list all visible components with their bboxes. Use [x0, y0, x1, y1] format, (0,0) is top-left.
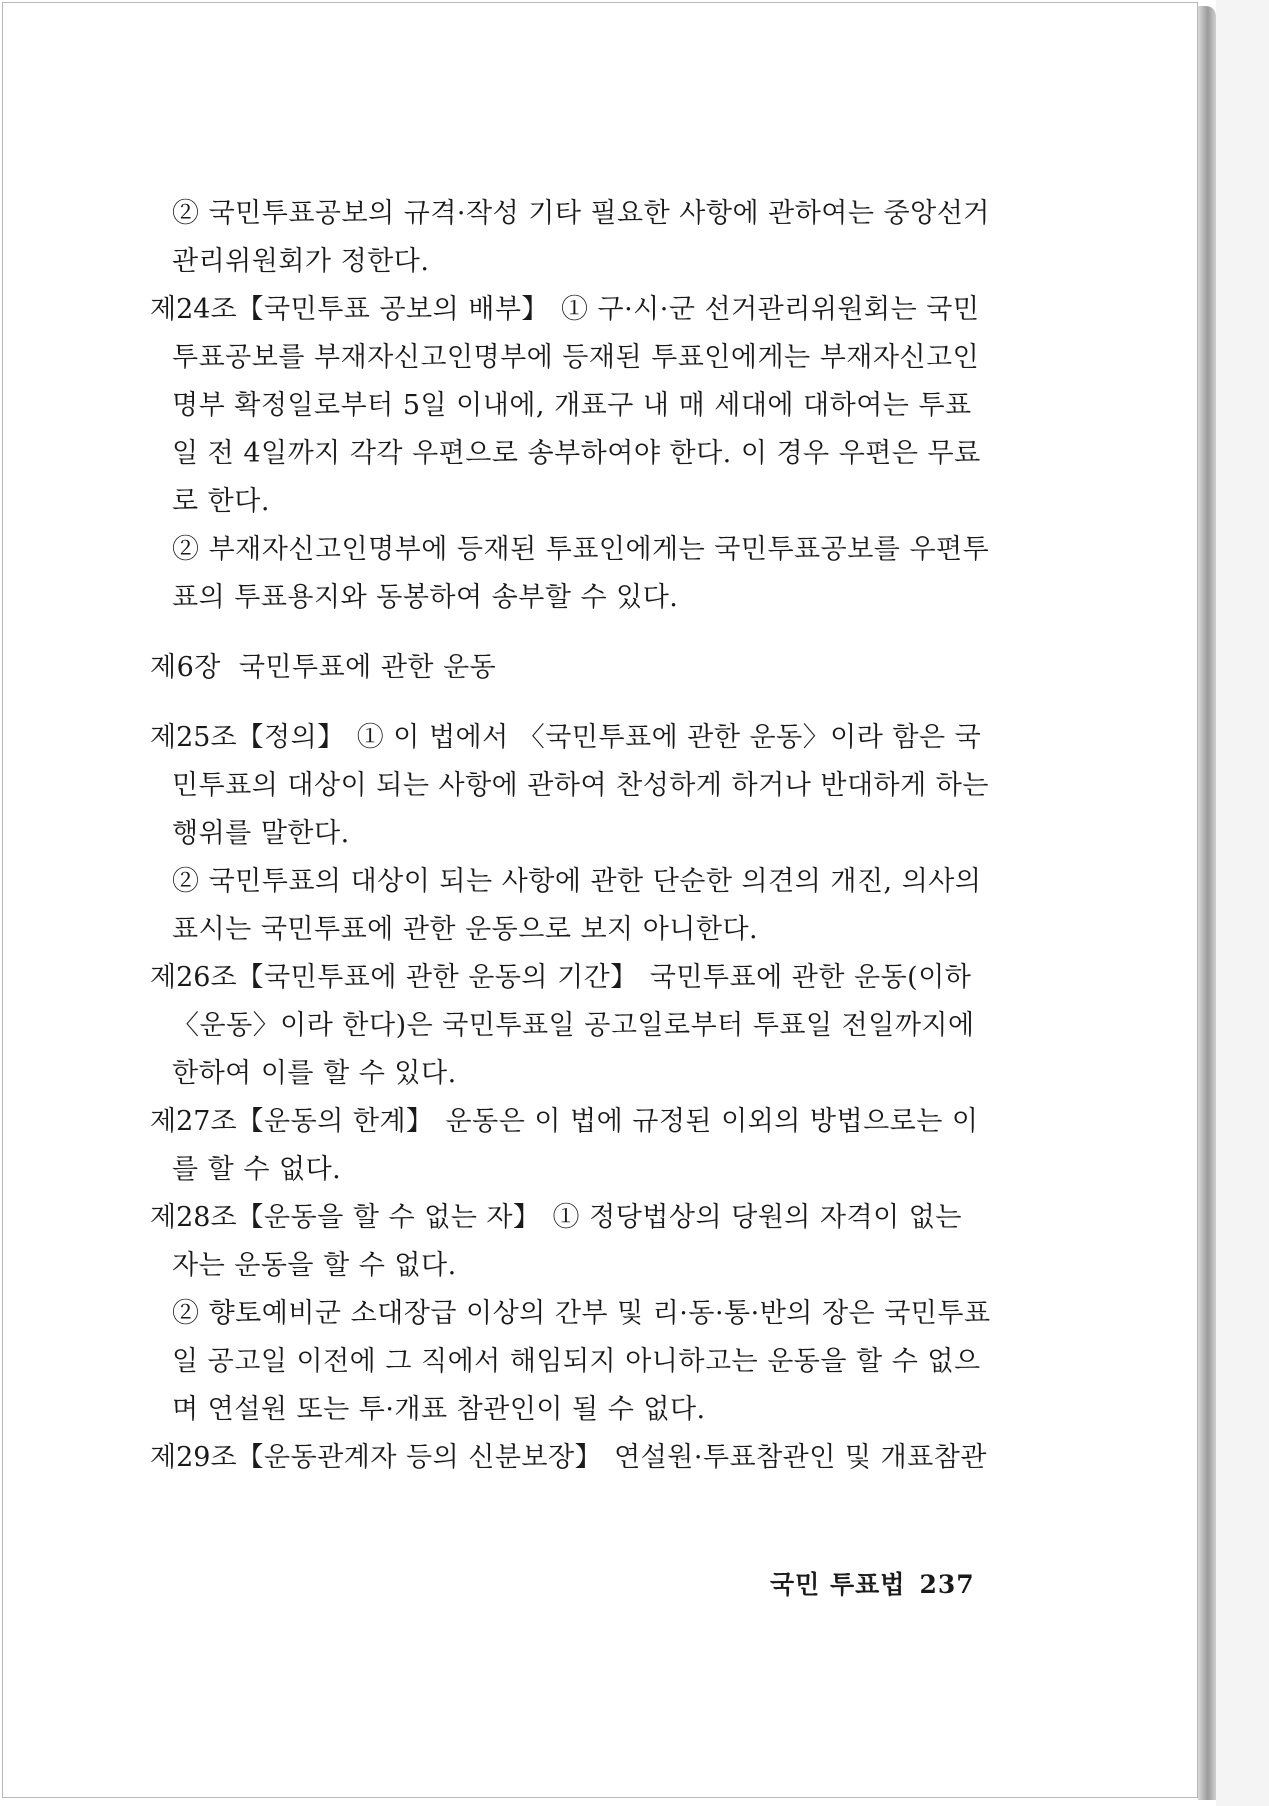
article-title: 【정의】	[236, 722, 345, 753]
article-28-para-2	[150, 1290, 995, 1434]
article-number: 제25조	[150, 722, 237, 753]
article-24-para-1	[150, 286, 995, 526]
paragraph-text: 운동은 이 법에 규정된 이외의 방법으로는 이를 할 수 없다.	[172, 1106, 979, 1185]
page-body	[150, 190, 995, 1482]
page-shadow	[1216, 0, 1269, 1806]
paragraph-text: ① 정당법상의 당원의 자격이 없는 자는 운동을 할 수 없다.	[172, 1202, 962, 1281]
article-28-para-1	[150, 1194, 995, 1290]
paragraph-text: 국민투표에 관한 운동(이하 〈운동〉이라 한다)은 국민투표일 공고일로부터 투표일 전일까지에 한하여 이를 할 수 있다.	[172, 962, 975, 1089]
article-29	[150, 1434, 995, 1482]
paragraph-text: ② 국민투표의 대상이 되는 사항에 관한 단순한 의견의 개진, 의사의 표시는 국민투표에 관한 운동으로 보지 아니한다.	[172, 866, 982, 945]
running-title: 국민 투표법	[770, 1570, 906, 1599]
paragraph-text: ① 구·시·군 선거관리위원회는 국민투표공보를 부재자신고인명부에 등재된 투표인에게는 부재자신고인명부 확정일로부터 5일 이내에, 개표구 내 매 세대에 대하여는 투표일 전 4일까지 각각 우편으로 송부하여야 한다. 이 경우 우편은 무료로 한다.	[172, 294, 981, 517]
paragraph-text: ② 부재자신고인명부에 등재된 투표인에게는 국민투표공보를 우편투표의 투표용지와 동봉하여 송부할 수 있다.	[172, 534, 990, 613]
article-24-para-2	[150, 526, 995, 622]
article-23-item-2	[150, 190, 995, 286]
chapter-heading	[150, 644, 995, 692]
article-26	[150, 954, 995, 1098]
article-27	[150, 1098, 995, 1194]
page-footer	[770, 1565, 975, 1601]
article-title: 【국민투표 공보의 배부】	[236, 294, 549, 325]
article-number: 제29조	[150, 1442, 237, 1473]
article-number: 제27조	[150, 1106, 237, 1137]
article-title: 【운동의 한계】	[236, 1106, 434, 1137]
chapter-number: 제6장	[150, 652, 221, 683]
article-title: 【운동관계자 등의 신분보장】	[236, 1442, 603, 1473]
page-number: 237	[919, 1570, 975, 1599]
page-edge	[1198, 6, 1216, 1800]
article-25-para-1	[150, 714, 995, 858]
paragraph-text: ② 국민투표공보의 규격·작성 기타 필요한 사항에 관하여는 중앙선거관리위원회가 정한다.	[172, 198, 990, 277]
article-number: 제26조	[150, 962, 237, 993]
paragraph-text: ② 향토예비군 소대장급 이상의 간부 및 리·동·통·반의 장은 국민투표일 공고일 이전에 그 직에서 해임되지 아니하고는 운동을 할 수 없으며 연설원 또는 투·개표 참관인이 될 수 없다.	[172, 1298, 991, 1425]
article-number: 제24조	[150, 294, 237, 325]
paragraph-text: ① 이 법에서 〈국민투표에 관한 운동〉이라 함은 국민투표의 대상이 되는 사항에 관하여 찬성하게 하거나 반대하게 하는 행위를 말한다.	[172, 722, 989, 849]
article-25-para-2	[150, 858, 995, 954]
article-title: 【국민투표에 관한 운동의 기간】	[236, 962, 638, 993]
article-number: 제28조	[150, 1202, 237, 1233]
article-title: 【운동을 할 수 없는 자】	[236, 1202, 541, 1233]
paragraph-text: 연설원·투표참관인 및 개표참관	[614, 1442, 987, 1473]
chapter-title: 국민투표에 관한 운동	[238, 652, 497, 683]
